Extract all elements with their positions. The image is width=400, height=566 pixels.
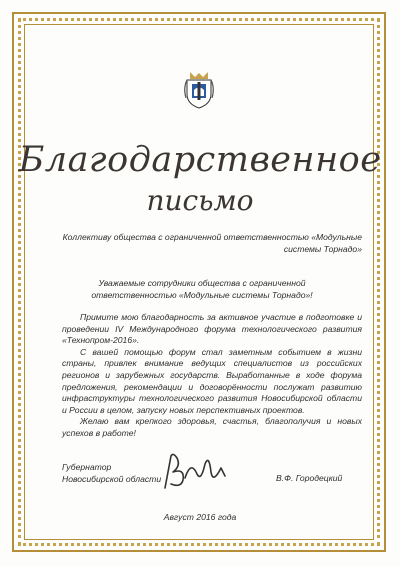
letter-subtitle: письмо <box>146 184 254 217</box>
coat-of-arms-icon <box>182 70 216 110</box>
paragraph-3: Желаю вам крепкого здоровья, счастья, благополучия и новых успехов в работе! <box>62 416 362 438</box>
letter-date: Август 2016 года <box>163 512 237 522</box>
greeting: Уважаемые сотрудники общества с ограниченной ответственностью «Модульные системы Торнадо»! <box>91 278 313 300</box>
signer-title: Губернатор Новосибирской области <box>62 462 162 484</box>
letter-title: Благодарственное <box>18 140 382 180</box>
paragraph-1: Примите мою благодарность за активное участие в подготовке и проведении IV Международного форума технологического развития «Технопром-2016». <box>62 312 362 346</box>
signature-icon <box>155 448 230 496</box>
signer-name: В.Ф. Городецкий <box>276 473 343 483</box>
letter-body <box>62 312 362 440</box>
addressee: Коллективу общества с ограниченной ответственностью «Модульные системы Торнадо» <box>62 232 362 254</box>
paragraph-2: С вашей помощью форум стал заметным событием в жизни страны, привлек внимание ведущих специалистов из российских регионов и зарубежных государств. Выработанные в ходе форума предложения, рекомендации и договорённости послужат развитию инфраструктуры технологического развития Новосибирской области и России в целом, запуску новых перспективных проектов. <box>62 346 362 415</box>
